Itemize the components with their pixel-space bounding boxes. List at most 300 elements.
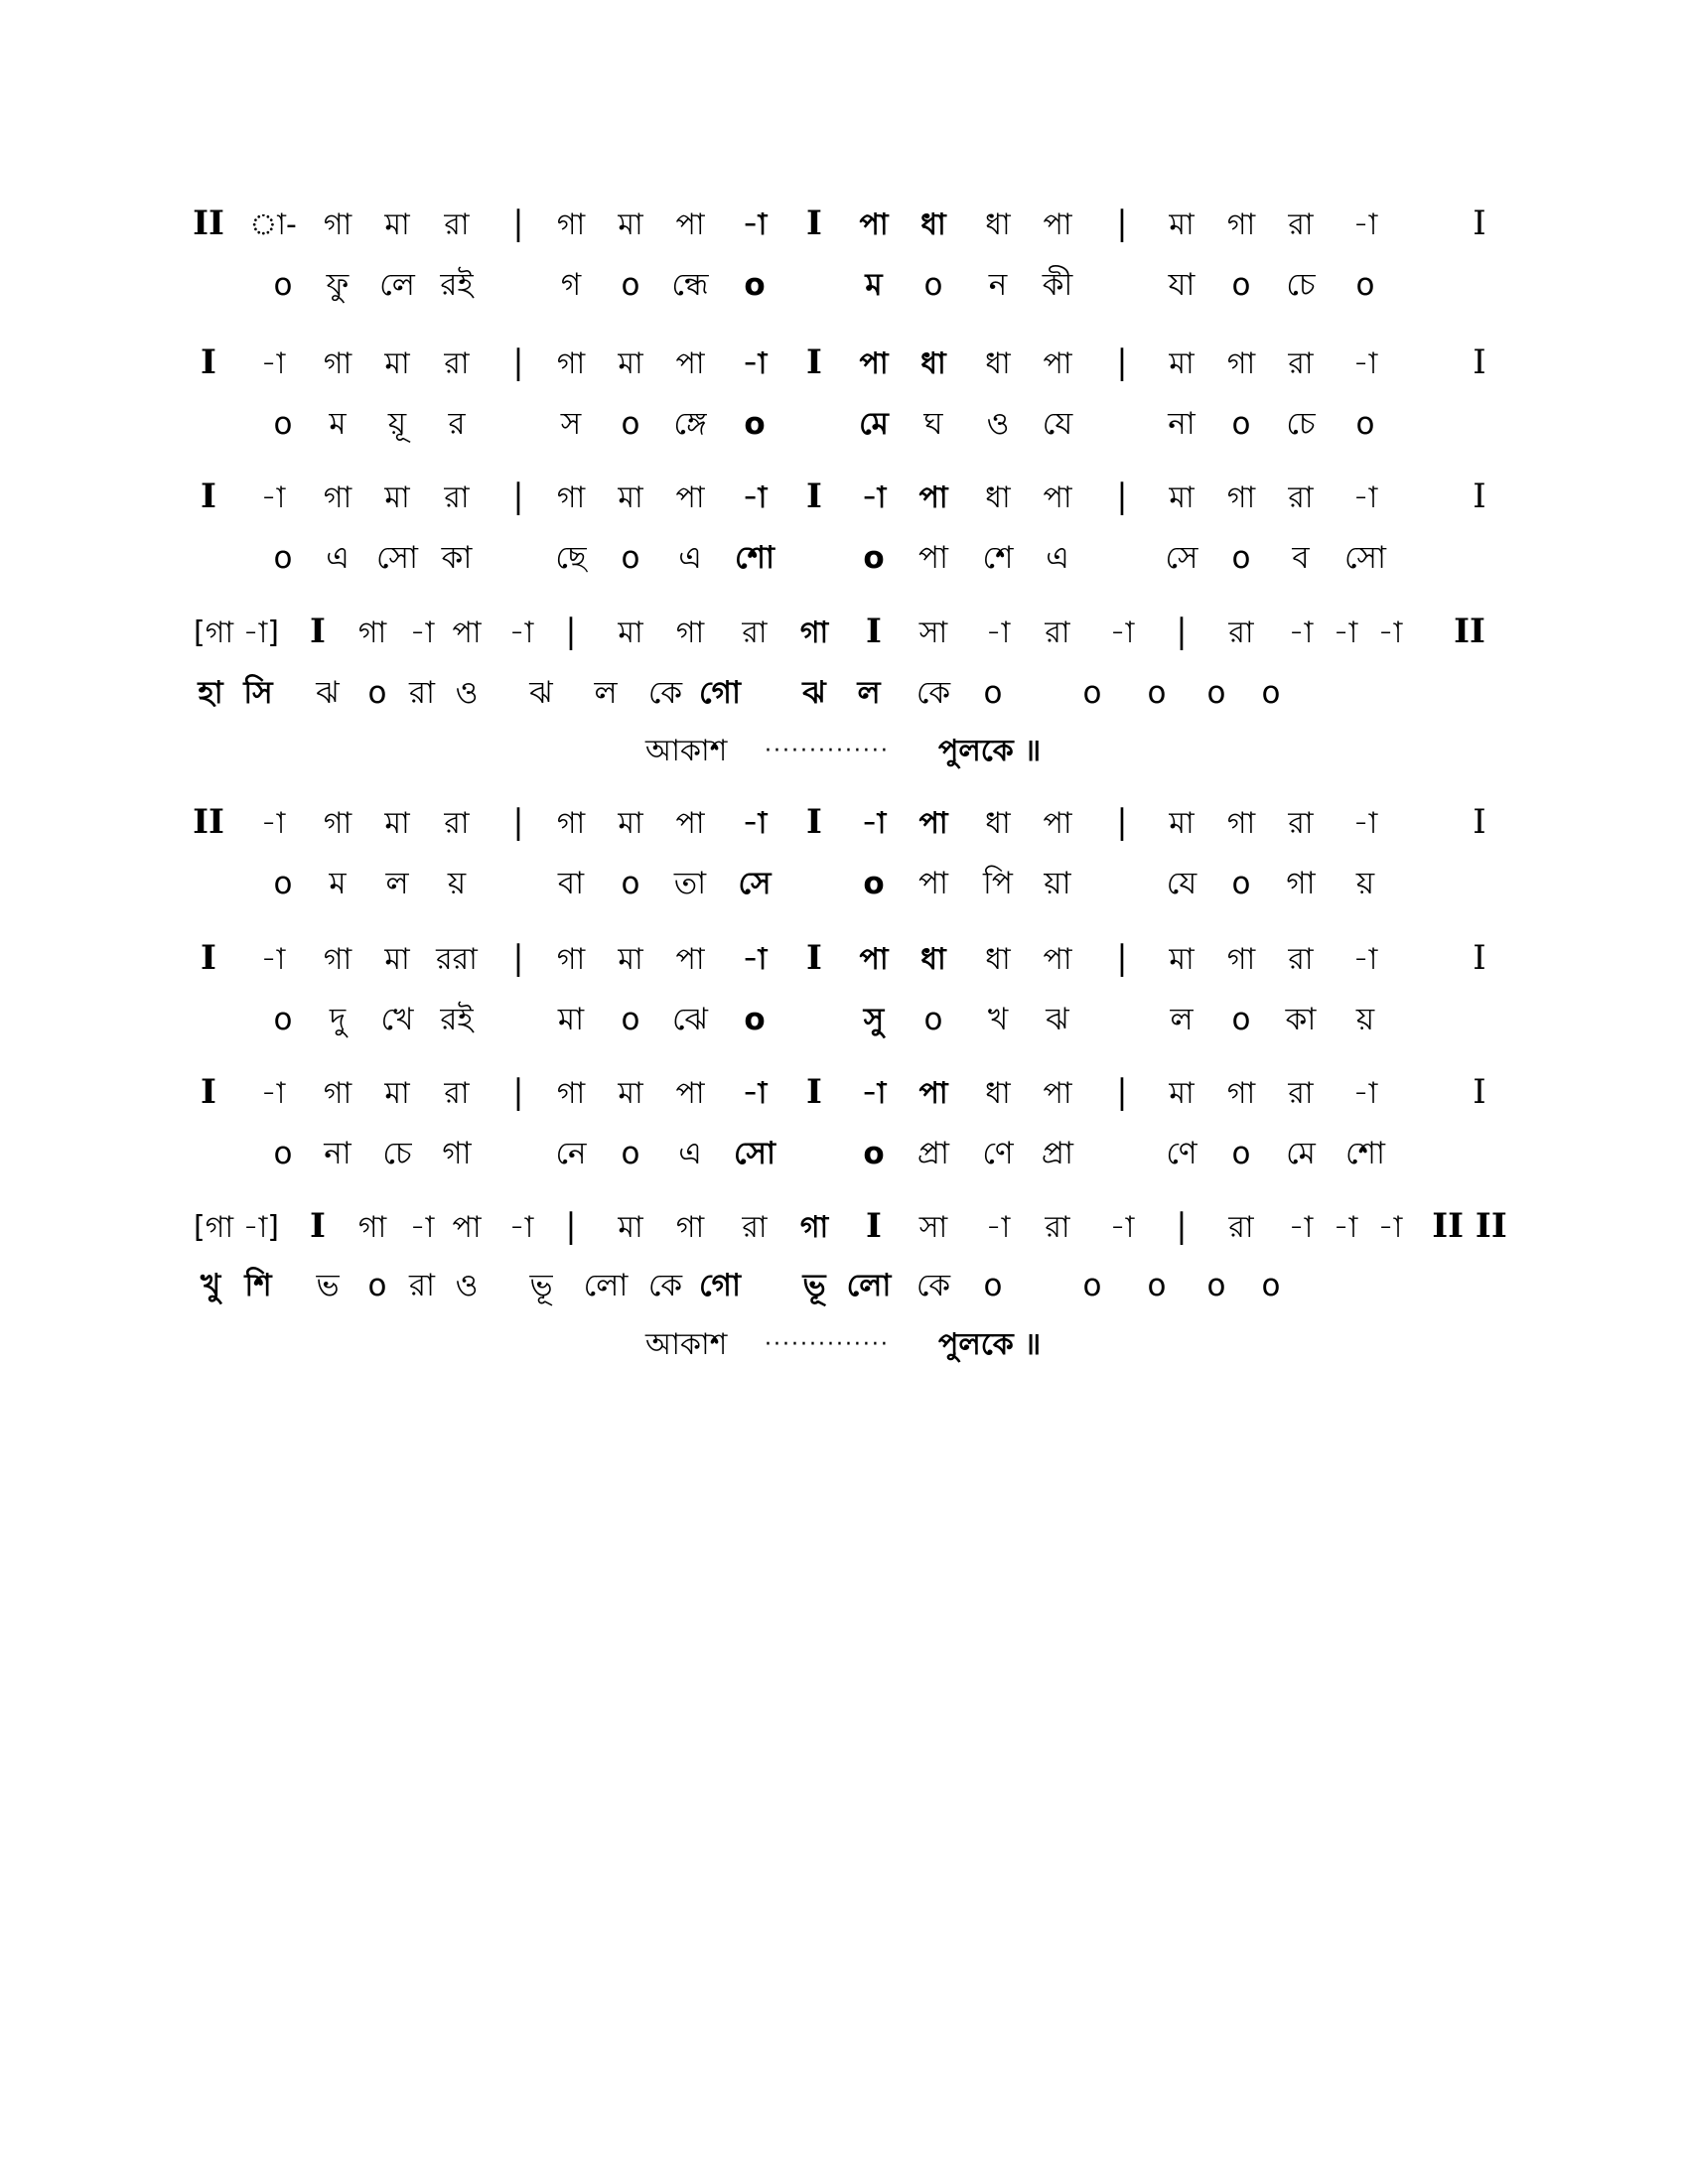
note: -া	[260, 942, 286, 977]
note: -া	[861, 480, 887, 515]
lyric-syllable: য়	[1355, 866, 1375, 901]
lyric-syllable: শি	[244, 1268, 272, 1303]
note: -া	[861, 806, 887, 841]
lyric-syllable: o	[621, 406, 640, 442]
note: গা	[323, 207, 352, 242]
note: রা	[444, 1076, 470, 1111]
lyric-row	[0, 1256, 1688, 1315]
note: গা	[556, 1076, 586, 1111]
lyric-syllable: খে	[380, 1002, 414, 1037]
bracket-lead: [গা -া]	[194, 615, 280, 650]
bar-line: |	[512, 204, 524, 243]
lyric-syllable: মে	[1286, 1136, 1316, 1171]
note: -া	[1352, 942, 1378, 977]
note: -া	[260, 1076, 286, 1111]
lyric-syllable: ল	[385, 866, 409, 901]
note: রা	[1288, 806, 1314, 841]
note: রা	[1288, 1076, 1314, 1111]
lyric-syllable: o	[273, 540, 293, 576]
note: -া	[1333, 615, 1358, 650]
note: রা	[444, 480, 470, 515]
notation-row	[0, 1064, 1688, 1124]
bar-line: |	[1116, 938, 1128, 978]
lyric-syllable: বা	[557, 866, 585, 901]
lyric-syllable: সু	[863, 1002, 885, 1037]
bar-line: I	[806, 802, 822, 842]
lyric-syllable: o	[1231, 866, 1251, 901]
notation-row	[0, 335, 1688, 394]
note: গা	[556, 346, 586, 381]
note: পা	[859, 942, 889, 977]
lyric-syllable: রই	[440, 267, 474, 303]
note: সা	[918, 615, 948, 650]
note: গা	[357, 615, 387, 650]
lyric-syllable: কে	[647, 675, 683, 711]
lyric-syllable: ঝে	[671, 1002, 709, 1037]
lyric-syllable: ব	[1292, 540, 1310, 576]
lyric-syllable: কে	[915, 675, 951, 711]
note: পা	[918, 806, 948, 841]
lyric-syllable: গা	[1286, 866, 1316, 901]
note: পা	[675, 207, 705, 242]
note: -া	[508, 1210, 534, 1245]
lyric-syllable: o	[621, 866, 640, 901]
lyric-syllable: পা	[917, 540, 949, 576]
notation-row	[0, 196, 1688, 255]
lyric-syllable: o	[1231, 406, 1251, 442]
lyric-syllable: o	[923, 267, 943, 303]
note: ধা	[985, 480, 1011, 515]
lyric-syllable: o	[1231, 1136, 1251, 1171]
lyric-syllable: o	[863, 1136, 885, 1171]
lyric-syllable: o	[1261, 675, 1281, 711]
lyric-syllable: য়া	[1044, 866, 1071, 901]
lyric-row	[0, 854, 1688, 913]
lyric-syllable: যা	[1168, 267, 1196, 303]
lyric-syllable: ল	[1170, 1002, 1194, 1037]
lyric-syllable: খ	[987, 1002, 1009, 1037]
lyric-syllable: য়	[447, 866, 467, 901]
lyric-syllable: o	[1082, 1268, 1102, 1303]
note: রা	[1288, 942, 1314, 977]
lyric-syllable: o	[1206, 1268, 1226, 1303]
bar-line: |	[512, 1072, 524, 1112]
lyric-syllable: o	[923, 1002, 943, 1037]
lyric-row	[0, 663, 1688, 723]
refrain-dots: ··············	[765, 739, 890, 763]
note: মা	[618, 207, 643, 242]
bar-open: I	[201, 938, 216, 978]
lyric-syllable: এ	[1046, 540, 1069, 576]
lyric-syllable: স	[560, 406, 582, 442]
note: ররা	[436, 942, 478, 977]
note: গা	[1226, 806, 1256, 841]
bar-line: |	[1116, 204, 1128, 243]
lyric-syllable: o	[1147, 1268, 1167, 1303]
note: মা	[618, 615, 643, 650]
note: -া	[260, 346, 286, 381]
refrain-dots: ··············	[765, 1332, 890, 1357]
lyric-syllable: র	[448, 406, 466, 442]
note: মা	[1169, 207, 1195, 242]
bar-line: |	[1116, 1072, 1128, 1112]
lyric-syllable: গ	[560, 267, 582, 303]
lyric-row	[0, 528, 1688, 588]
note: মা	[618, 346, 643, 381]
lyric-syllable: চে	[1286, 267, 1316, 303]
lyric-syllable: ও	[455, 675, 479, 711]
note: রা	[1288, 346, 1314, 381]
note: -া	[1352, 806, 1378, 841]
lyric-syllable: গো	[699, 675, 741, 711]
lyric-syllable: o	[367, 675, 387, 711]
lyric-syllable: কে	[647, 1268, 683, 1303]
note: গা	[323, 346, 352, 381]
lyric-syllable: ম	[329, 866, 347, 901]
bar-line: I	[310, 1206, 326, 1246]
bar-line: |	[565, 612, 577, 651]
note: মা	[384, 806, 410, 841]
note: গা	[1226, 480, 1256, 515]
bar-close: I	[1473, 477, 1486, 516]
note: গা	[1226, 1076, 1256, 1111]
note: -া	[409, 615, 435, 650]
note: গা	[799, 1210, 829, 1245]
bar-line: |	[1116, 342, 1128, 382]
note: ধা	[920, 942, 946, 977]
note: পা	[675, 480, 705, 515]
lyric-row	[0, 394, 1688, 454]
lyric-syllable: o	[621, 1002, 640, 1037]
note: গা	[323, 806, 352, 841]
lyric-syllable: নে	[555, 1136, 587, 1171]
lyric-syllable: রা	[408, 1268, 436, 1303]
lyric-syllable: শে	[982, 540, 1014, 576]
lyric-syllable: o	[273, 406, 293, 442]
lyric-syllable: o	[273, 1136, 293, 1171]
note: পা	[675, 1076, 705, 1111]
lyric-syllable: ঝ	[1046, 1002, 1069, 1037]
lyric-syllable: ছে	[555, 540, 587, 576]
lyric-syllable: ল	[594, 675, 618, 711]
note: পা	[675, 806, 705, 841]
lyric-syllable: লো	[846, 1268, 892, 1303]
note: ধা	[985, 806, 1011, 841]
refrain-end: পুলকে ॥	[938, 1327, 1042, 1362]
lyric-syllable: ঝ	[316, 675, 340, 711]
lyric-syllable: শো	[1345, 1136, 1385, 1171]
note: রা	[1288, 480, 1314, 515]
note: গা	[1226, 207, 1256, 242]
note: -া	[508, 615, 534, 650]
note: -া	[742, 1076, 768, 1111]
note: পা	[918, 1076, 948, 1111]
lyric-syllable: ফু	[326, 267, 350, 303]
lyric-syllable: ম	[329, 406, 347, 442]
lyric-syllable: ণে	[1166, 1136, 1197, 1171]
bar-line: I	[806, 1072, 822, 1112]
note: -া	[861, 1076, 887, 1111]
lyric-syllable: o	[1355, 406, 1375, 442]
lyric-syllable: কা	[1285, 1002, 1317, 1037]
lyric-row	[0, 1124, 1688, 1183]
lyric-syllable: সো	[375, 540, 419, 576]
note: পা	[452, 1210, 482, 1245]
lyric-syllable: o	[744, 267, 766, 303]
note: মা	[618, 480, 643, 515]
note: গা	[357, 1210, 387, 1245]
bracket-lead: [গা -া]	[194, 1210, 280, 1245]
note: -া	[1109, 615, 1135, 650]
notation-row	[0, 794, 1688, 854]
lyric-syllable: এ	[326, 540, 350, 576]
note: রা	[1045, 615, 1070, 650]
bar-line: I	[806, 204, 822, 243]
bar-line: |	[1116, 477, 1128, 516]
note: গা	[323, 1076, 352, 1111]
lyric-syllable: o	[1231, 1002, 1251, 1037]
lyric-syllable: ম	[865, 267, 883, 303]
note: া-	[249, 207, 297, 242]
lyric-syllable: য়	[1355, 1002, 1375, 1037]
note: -া	[742, 480, 768, 515]
note: রা	[1228, 1210, 1254, 1245]
note: -া	[1352, 480, 1378, 515]
note: -া	[1109, 1210, 1135, 1245]
note: মা	[384, 346, 410, 381]
lyric-syllable: ন	[988, 267, 1008, 303]
lyric-syllable: রই	[440, 1002, 474, 1037]
lyric-syllable: প্রা	[1041, 1136, 1074, 1171]
bar-line: |	[512, 802, 524, 842]
notation-row	[0, 1198, 1688, 1258]
lyric-syllable: সো	[733, 1136, 776, 1171]
note: গা	[675, 615, 705, 650]
note: পা	[1043, 942, 1072, 977]
note: মা	[1169, 942, 1195, 977]
bar-line: |	[1176, 1206, 1188, 1246]
lyric-syllable: কে	[915, 1268, 951, 1303]
note: পা	[1043, 346, 1072, 381]
lyric-syllable: o	[367, 1268, 387, 1303]
note: গা	[1226, 346, 1256, 381]
bar-close: II II	[1432, 1206, 1507, 1246]
lyric-syllable: খু	[200, 1268, 221, 1303]
lyric-syllable: o	[1082, 675, 1102, 711]
bar-line: |	[1116, 802, 1128, 842]
lyric-syllable: o	[744, 406, 766, 442]
lyric-syllable: এ	[678, 1136, 702, 1171]
note: ধা	[985, 207, 1011, 242]
lyric-syllable: দু	[329, 1002, 347, 1037]
bar-line: I	[866, 612, 882, 651]
lyric-syllable: য়ূ	[387, 406, 407, 442]
lyric-row	[0, 990, 1688, 1049]
bar-close: I	[1473, 342, 1486, 382]
bar-line: |	[565, 1206, 577, 1246]
lyric-syllable: মা	[557, 1002, 585, 1037]
note: -া	[985, 1210, 1011, 1245]
bar-open: I	[201, 1072, 216, 1112]
note: পা	[1043, 480, 1072, 515]
refrain-line	[0, 722, 1688, 781]
bar-open: II	[193, 802, 224, 842]
note: রা	[1288, 207, 1314, 242]
note: -া	[260, 480, 286, 515]
note: -া	[742, 942, 768, 977]
note: গা	[1226, 942, 1256, 977]
lyric-syllable: সে	[1165, 540, 1198, 576]
lyric-syllable: গা	[442, 1136, 472, 1171]
notation-row	[0, 930, 1688, 990]
lyric-syllable: o	[273, 267, 293, 303]
bar-line: I	[806, 477, 822, 516]
lyric-syllable: ভূ	[529, 1268, 553, 1303]
bar-close: I	[1473, 802, 1486, 842]
bar-close: II	[1454, 612, 1485, 651]
lyric-syllable: সে	[738, 866, 772, 901]
note: -া	[1288, 615, 1314, 650]
lyric-syllable: o	[621, 267, 640, 303]
lyric-syllable: o	[863, 540, 885, 576]
lyric-syllable: এ	[678, 540, 702, 576]
note: মা	[1169, 1076, 1195, 1111]
note: পা	[859, 207, 889, 242]
note: পা	[859, 346, 889, 381]
lyric-syllable: গো	[699, 1268, 741, 1303]
lyric-syllable: না	[1168, 406, 1196, 442]
refrain-start: আকাশ	[645, 734, 728, 768]
lyric-syllable: ভূ	[802, 1268, 826, 1303]
lyric-syllable: o	[1147, 675, 1167, 711]
note: রা	[444, 346, 470, 381]
note: ধা	[985, 1076, 1011, 1111]
note: -া	[1352, 207, 1378, 242]
bar-close: I	[1473, 938, 1486, 978]
lyric-syllable: চে	[1286, 406, 1316, 442]
note: মা	[384, 207, 410, 242]
lyric-syllable: o	[863, 866, 885, 901]
lyric-syllable: ও	[455, 1268, 479, 1303]
note: গা	[323, 480, 352, 515]
note: রা	[742, 1210, 768, 1245]
refrain-line	[0, 1315, 1688, 1375]
note: মা	[1169, 480, 1195, 515]
lyric-syllable: o	[273, 866, 293, 901]
lyric-syllable: সো	[1343, 540, 1387, 576]
lyric-syllable: o	[273, 1002, 293, 1037]
lyric-syllable: লে	[379, 267, 415, 303]
note: মা	[384, 942, 410, 977]
lyric-syllable: প্রা	[916, 1136, 950, 1171]
note: -া	[1377, 1210, 1403, 1245]
lyric-syllable: o	[744, 1002, 766, 1037]
lyric-syllable: o	[983, 675, 1003, 711]
note: -া	[742, 346, 768, 381]
lyric-syllable: লো	[583, 1268, 629, 1303]
lyric-syllable: ঙ্গে	[673, 406, 707, 442]
note: -া	[742, 806, 768, 841]
note: পা	[1043, 207, 1072, 242]
lyric-syllable: চে	[382, 1136, 412, 1171]
bar-line: I	[806, 938, 822, 978]
lyric-syllable: o	[1355, 267, 1375, 303]
lyric-syllable: কী	[1042, 267, 1073, 303]
lyric-syllable: পি	[983, 866, 1013, 901]
note: গা	[556, 806, 586, 841]
bar-line: |	[512, 938, 524, 978]
note: ধা	[920, 207, 946, 242]
note: মা	[1169, 806, 1195, 841]
note: মা	[1169, 346, 1195, 381]
note: -া	[1333, 1210, 1358, 1245]
refrain-start: আকাশ	[645, 1327, 728, 1362]
note: মা	[384, 1076, 410, 1111]
lyric-syllable: সি	[243, 675, 273, 711]
bar-line: |	[512, 477, 524, 516]
note: -া	[742, 207, 768, 242]
lyric-syllable: ঝ	[802, 675, 826, 711]
lyric-row	[0, 255, 1688, 315]
note: মা	[618, 1210, 643, 1245]
lyric-syllable: ণে	[982, 1136, 1014, 1171]
bar-line: |	[1176, 612, 1188, 651]
note: -া	[260, 806, 286, 841]
note: পা	[1043, 1076, 1072, 1111]
note: -া	[409, 1210, 435, 1245]
bar-close: I	[1473, 204, 1486, 243]
lyric-syllable: o	[1231, 267, 1251, 303]
lyric-syllable: ন্ধে	[671, 267, 709, 303]
note: রা	[742, 615, 768, 650]
lyric-syllable: ও	[986, 406, 1010, 442]
lyric-syllable: যে	[1042, 406, 1073, 442]
lyric-syllable: o	[1231, 540, 1251, 576]
lyric-syllable: ল	[857, 675, 881, 711]
note: -া	[1377, 615, 1403, 650]
lyric-syllable: শো	[735, 540, 774, 576]
note: পা	[452, 615, 482, 650]
note: রা	[1228, 615, 1254, 650]
notation-row	[0, 469, 1688, 528]
lyric-syllable: ঘ	[923, 406, 943, 442]
bar-close: I	[1473, 1072, 1486, 1112]
note: ধা	[985, 942, 1011, 977]
note: ধা	[920, 346, 946, 381]
note: গা	[556, 942, 586, 977]
lyric-syllable: হা	[198, 675, 223, 711]
lyric-syllable: o	[1261, 1268, 1281, 1303]
bar-line: I	[310, 612, 326, 651]
lyric-syllable: রা	[408, 675, 436, 711]
note: পা	[675, 942, 705, 977]
lyric-syllable: ঝ	[529, 675, 553, 711]
lyric-syllable: কা	[441, 540, 473, 576]
lyric-syllable: তা	[673, 866, 707, 901]
note: গা	[675, 1210, 705, 1245]
note: সা	[918, 1210, 948, 1245]
note: -া	[1288, 1210, 1314, 1245]
note: রা	[1045, 1210, 1070, 1245]
refrain-end: পুলকে ॥	[938, 734, 1042, 768]
lyric-syllable: না	[324, 1136, 352, 1171]
lyric-syllable: পা	[917, 866, 949, 901]
note: গা	[556, 207, 586, 242]
note: মা	[618, 1076, 643, 1111]
lyric-syllable: o	[1206, 675, 1226, 711]
lyric-syllable: o	[621, 540, 640, 576]
lyric-syllable: o	[621, 1136, 640, 1171]
